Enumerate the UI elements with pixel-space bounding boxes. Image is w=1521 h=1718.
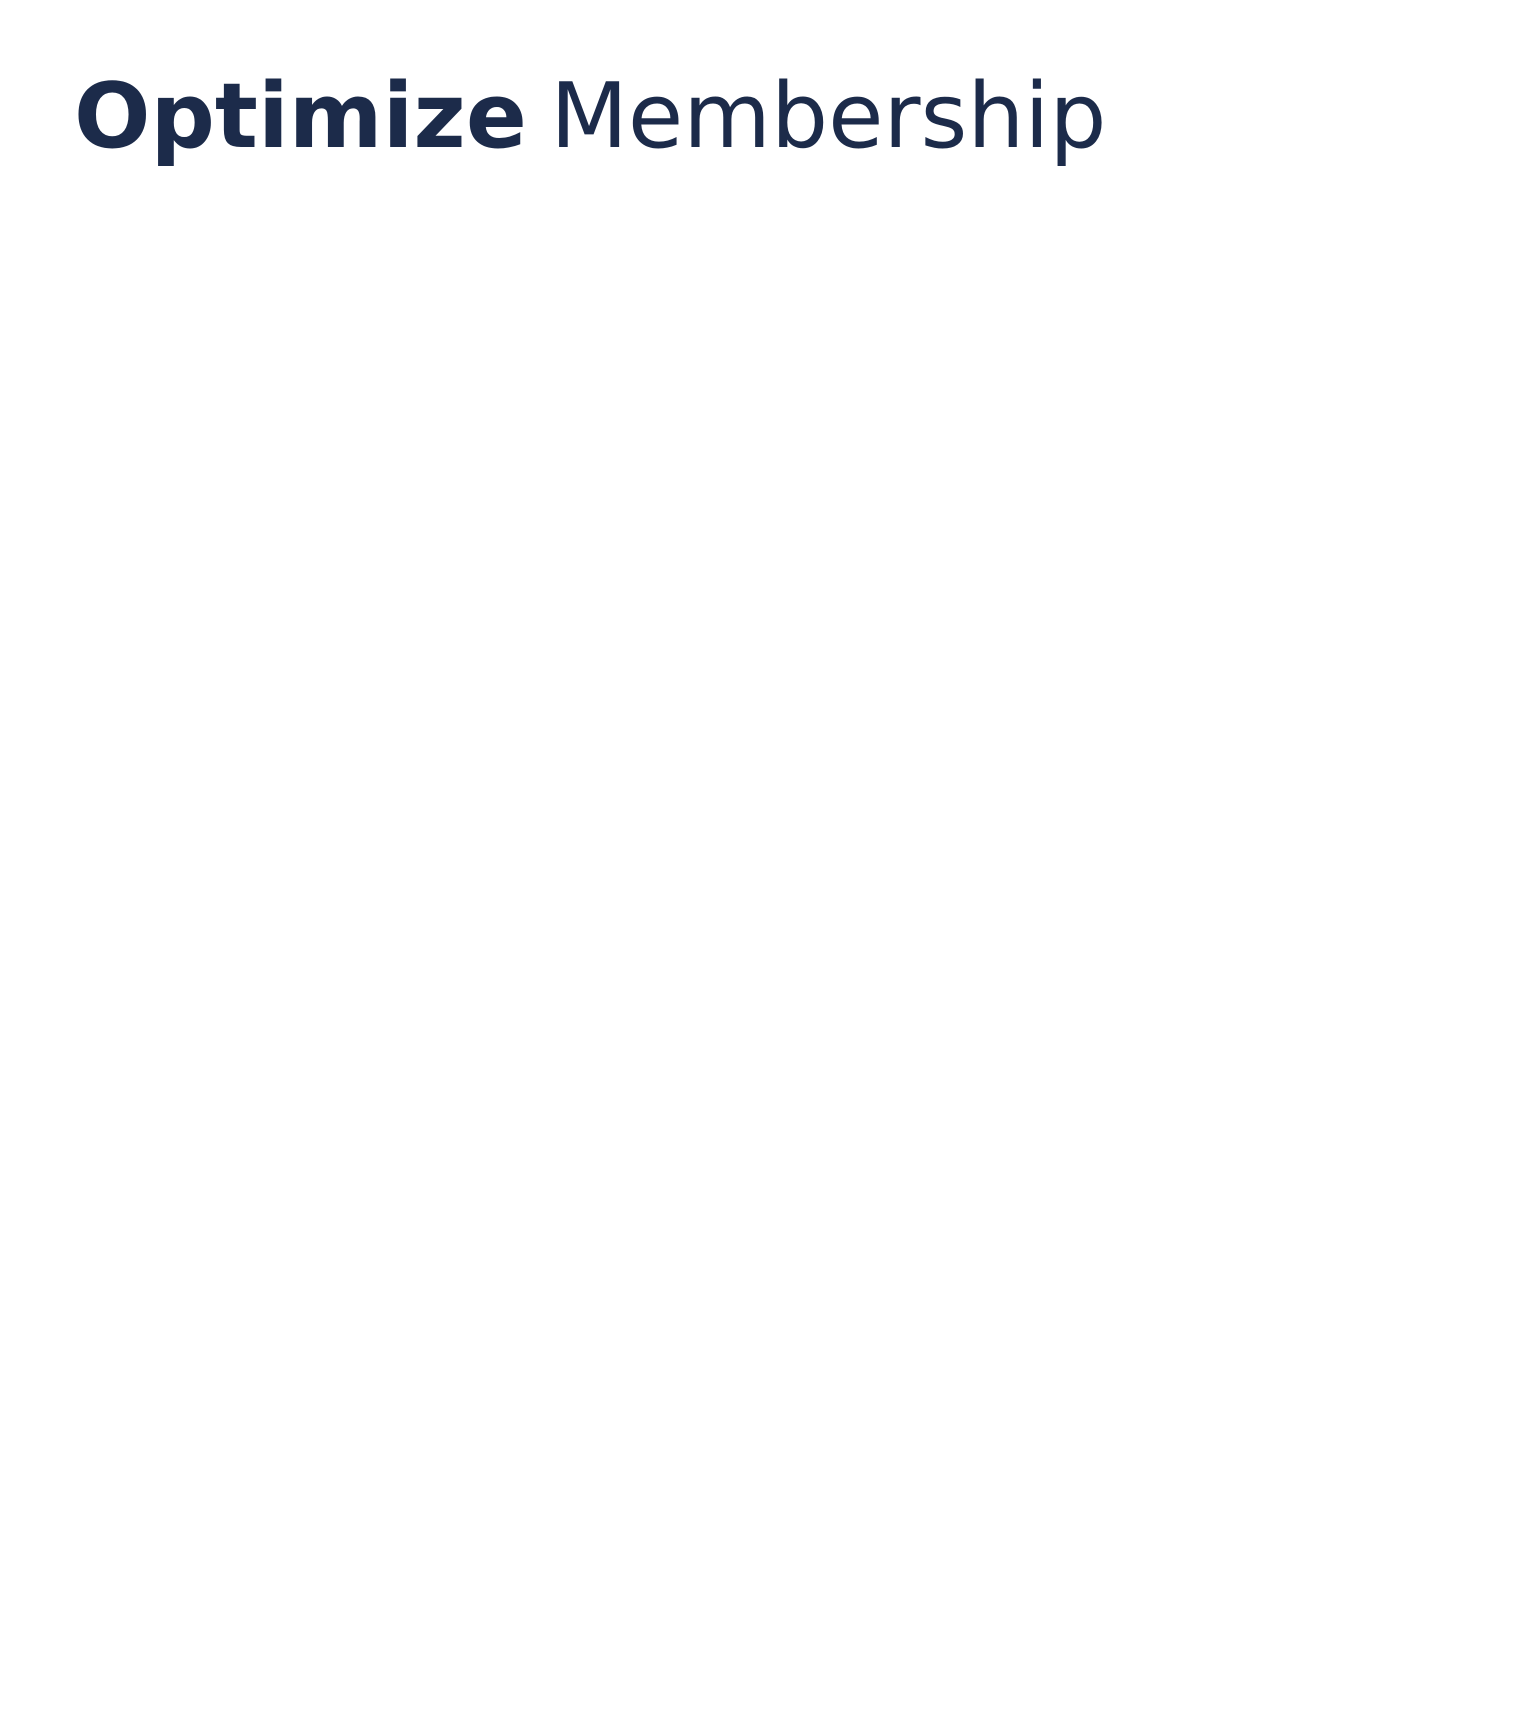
content-area [74, 220, 1447, 1660]
page-title-bold: Optimize [74, 64, 527, 169]
page-title [74, 64, 1107, 169]
page-title-regular: Membership [550, 64, 1107, 169]
page-header [74, 62, 1107, 172]
